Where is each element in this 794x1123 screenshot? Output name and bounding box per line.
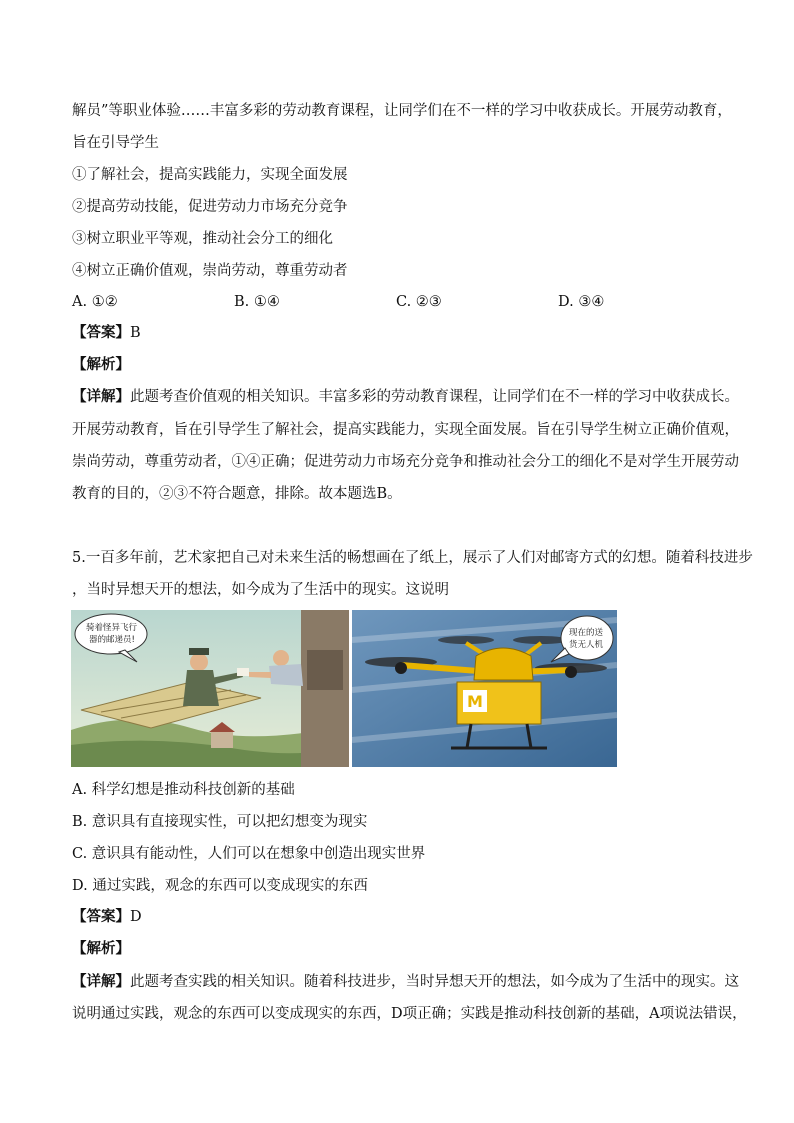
q5-stem-line-1: 5.一百多年前，艺术家把自己对未来生活的畅想画在了纸上，展示了人们对邮寄方式的幻想。随着科技进步 bbox=[72, 550, 753, 566]
q5-detail-line-1 bbox=[72, 972, 739, 992]
right-bubble-line-1: 现在的送 bbox=[569, 628, 604, 638]
q5-detail-line-2: 说明通过实践，观念的东西可以变成现实的东西，D项正确；实践是推动科技创新的基础，A项说法错误， bbox=[72, 1006, 747, 1022]
q5-illustration bbox=[71, 610, 617, 767]
left-bubble-line-2: 器的邮递员! bbox=[89, 635, 135, 645]
q4-statement-1: ①了解社会，提高实践能力，实现全面发展 bbox=[72, 167, 348, 183]
q5-option-d: D. 通过实践，观念的东西可以变成现实的东西 bbox=[72, 878, 368, 894]
q4-stem-line-1: 解员”等职业体验……丰富多彩的劳动教育课程，让同学们在不一样的学习中收获成长。开展劳动教育， bbox=[72, 103, 732, 119]
answer-value: B bbox=[130, 325, 141, 341]
q4-detail-line-4: 教育的目的，②③不符合题意，排除。故本题选B。 bbox=[72, 486, 402, 502]
detail-text: 此题考查实践的相关知识。随着科技进步，当时异想天开的想法，如今成为了生活中的现实。这 bbox=[130, 974, 739, 990]
analysis-tag: 【解析】 bbox=[72, 940, 130, 957]
detail-text: 此题考查价值观的相关知识。丰富多彩的劳动教育课程，让同学们在不一样的学习中收获成长。 bbox=[130, 389, 739, 405]
q4-statement-2: ②提高劳动技能，促进劳动力市场充分竞争 bbox=[72, 199, 348, 215]
q4-statement-3: ③树立职业平等观，推动社会分工的细化 bbox=[72, 231, 333, 247]
answer-tag: 【答案】 bbox=[72, 324, 130, 341]
right-bubble-line-2: 货无人机 bbox=[569, 640, 604, 650]
detail-tag: 【详解】 bbox=[72, 973, 130, 990]
drone-box-label: M bbox=[467, 692, 483, 711]
q5-option-b: B. 意识具有直接现实性，可以把幻想变为现实 bbox=[72, 814, 368, 830]
answer-tag: 【答案】 bbox=[72, 908, 130, 925]
left-bubble-line-1: 骑着怪异飞行 bbox=[86, 623, 138, 633]
q5-answer bbox=[72, 907, 142, 927]
q5-analysis-tag bbox=[72, 939, 130, 959]
q5-stem-line-2: ，当时异想天开的想法，如今成为了生活中的现实。这说明 bbox=[72, 582, 449, 598]
q4-detail-line-1 bbox=[72, 387, 739, 407]
q5-illustration-svg bbox=[71, 610, 617, 767]
q5-option-c: C. 意识具有能动性，人们可以在想象中创造出现实世界 bbox=[72, 846, 426, 862]
q4-stem-line-2: 旨在引导学生 bbox=[72, 135, 159, 151]
answer-value: D bbox=[130, 909, 142, 925]
q4-option-d: D. ③④ bbox=[558, 294, 605, 310]
q4-analysis-tag bbox=[72, 355, 130, 375]
detail-tag: 【详解】 bbox=[72, 388, 130, 405]
q5-option-a: A. 科学幻想是推动科技创新的基础 bbox=[72, 782, 295, 798]
delivery-drone-panel bbox=[352, 610, 617, 767]
analysis-tag: 【解析】 bbox=[72, 356, 130, 373]
q4-option-c: C. ②③ bbox=[396, 294, 442, 310]
q4-answer bbox=[72, 323, 141, 343]
q4-statement-4: ④树立正确价值观，崇尚劳动，尊重劳动者 bbox=[72, 263, 348, 279]
q4-option-a: A. ①② bbox=[72, 294, 118, 310]
q4-detail-line-2: 开展劳动教育，旨在引导学生了解社会，提高实践能力，实现全面发展。旨在引导学生树立正确价值观， bbox=[72, 422, 739, 438]
q4-option-b: B. ①④ bbox=[234, 294, 280, 310]
vintage-postman-panel bbox=[71, 610, 349, 767]
q4-detail-line-3: 崇尚劳动，尊重劳动者，①④正确；促进劳动力市场充分竞争和推动社会分工的细化不是对学生开展劳动 bbox=[72, 454, 739, 470]
